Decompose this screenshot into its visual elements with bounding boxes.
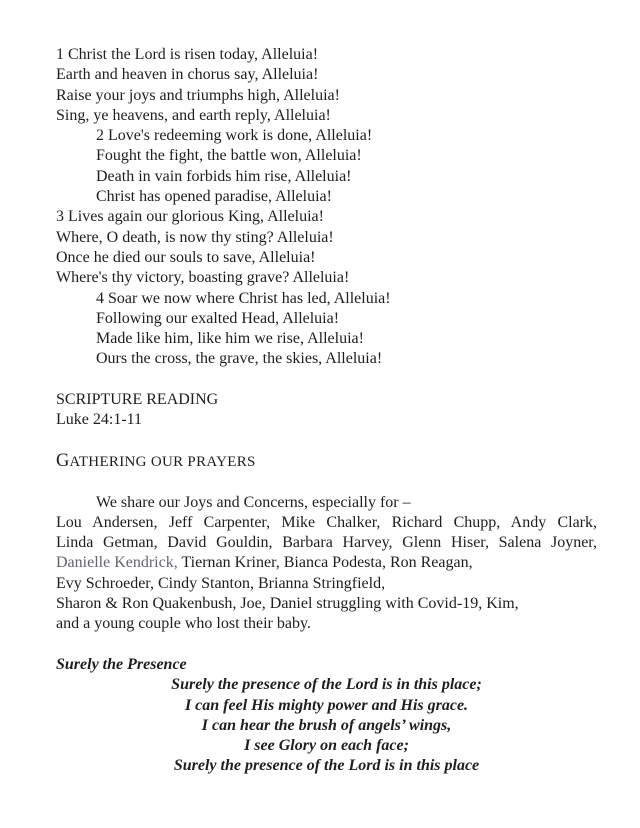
hymn-line: 3 Lives again our glorious King, Alleluia! [56, 208, 324, 226]
hymn-line: Following our exalted Head, Alleluia! [96, 309, 340, 327]
song-title: Surely the Presence [56, 655, 187, 673]
scripture-reading-heading: SCRIPTURE READING [56, 391, 219, 409]
song-refrain-line: Surely the presence of the Lord is in this place [173, 757, 480, 775]
prayer-names-line: Linda Getman, David Gouldin, Barbara Harvey, Glenn Hiser, Salena Joyner, [56, 534, 597, 552]
prayer-names-line [56, 553, 597, 573]
gathering-prayers-heading [56, 451, 597, 472]
hymn-line: Fought the fight, the battle won, Alleluia! [96, 147, 362, 165]
heading-initial-letter: G [56, 450, 70, 471]
song-refrain-line: I can hear the brush of angels’ wings, [201, 716, 452, 734]
blank-line [56, 431, 597, 451]
blank-line [56, 472, 597, 492]
hymn-line: Death in vain forbids him rise, Alleluia! [96, 167, 352, 185]
hymn-line: Once he died our souls to save, Alleluia! [56, 248, 316, 266]
hymn-line: 2 Love's redeeming work is done, Alleluia! [96, 127, 373, 145]
hymn-line: Where, O death, is now thy sting? Alleluia! [56, 228, 334, 246]
hymn-line: 4 Soar we now where Christ has led, Alleluia! [96, 289, 391, 307]
hymn-line: Sing, ye heavens, and earth reply, Alleluia! [56, 106, 331, 124]
heading-smallcaps-text: ATHERING OUR PRAYERS [69, 453, 256, 470]
hymn-line: Where's thy victory, boasting grave? Alleluia! [56, 269, 350, 287]
prayer-names-line: Evy Schroeder, Cindy Stanton, Brianna Stringfield, [56, 574, 386, 592]
prayer-names-line: Sharon & Ron Quakenbush, Joe, Daniel struggling with Covid-19, Kim, [56, 595, 519, 613]
prayer-names-line: Lou Andersen, Jeff Carpenter, Mike Chalker, Richard Chupp, Andy Clark, [56, 513, 597, 531]
highlighted-name: Danielle Kendrick, [56, 554, 178, 572]
song-refrain-line: I can feel His mighty power and His grace. [184, 696, 469, 714]
hymn-line: Made like him, like him we rise, Alleluia! [96, 330, 364, 348]
prayer-names-continued: Tiernan Kriner, Bianca Podesta, Ron Reagan, [177, 554, 473, 572]
joys-concerns-intro: We share our Joys and Concerns, especially for – [96, 493, 411, 511]
prayer-names-line: and a young couple who lost their baby. [56, 615, 311, 633]
hymn-line: Raise your joys and triumphs high, Alleluia! [56, 86, 340, 104]
hymn-line: 1 Christ the Lord is risen today, Alleluia! [56, 46, 319, 63]
scripture-reference: Luke 24:1-11 [56, 411, 143, 429]
blank-line [56, 370, 597, 390]
hymn-line: Earth and heaven in chorus say, Alleluia! [56, 66, 319, 84]
song-refrain-line: I see Glory on each face; [244, 737, 409, 755]
hymn-line: Christ has opened paradise, Alleluia! [96, 188, 332, 206]
hymn-line: Ours the cross, the grave, the skies, Alleluia! [96, 350, 383, 368]
blank-line [56, 635, 597, 655]
song-refrain-line: Surely the presence of the Lord is in this place; [171, 676, 482, 694]
